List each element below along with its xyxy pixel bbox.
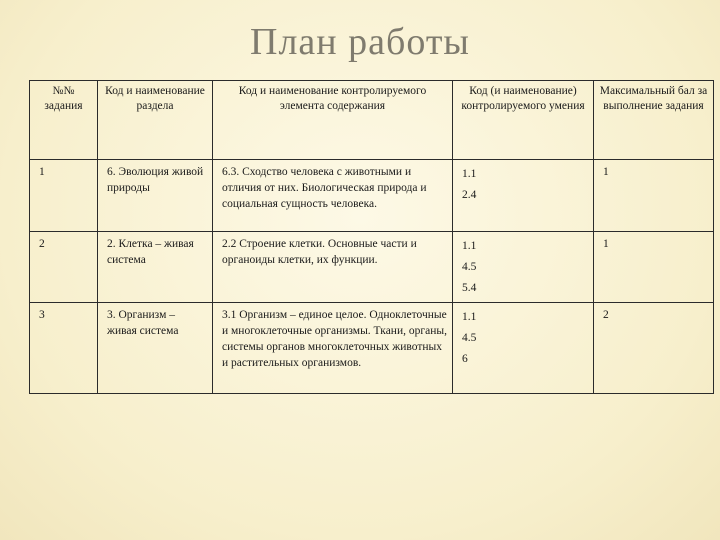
skill-code: 1.1 (462, 311, 477, 323)
skill-code: 6 (462, 353, 468, 365)
work-plan-table (29, 80, 714, 394)
header-section: Код и наименование раздела (98, 81, 213, 160)
content-element-cell: 3.1 Организм – единое целое. Одноклеточные и многоклеточные организмы. Ткани, органы, системы органов многоклеточных животных и растительных организмов. (213, 303, 453, 394)
page-title: План работы (250, 21, 470, 63)
skill-code: 1.1 (462, 240, 477, 252)
content-element-cell: 6.3. Сходство человека с животными и отличия от них. Биологическая природа и социальная сущность человека. (213, 160, 453, 232)
header-content-element: Код и наименование контролируемого элемента содержания (213, 81, 453, 160)
max-score-cell: 1 (594, 232, 714, 303)
skill-codes-cell (453, 160, 594, 232)
skill-code: 1.1 (462, 168, 477, 180)
header-max-score: Максимальный бал за выполнение задания (594, 81, 714, 160)
table-row (30, 232, 714, 303)
task-number: 1 (30, 160, 98, 232)
task-number: 2 (30, 232, 98, 303)
header-skill: Код (и наименование) контролируемого умения (453, 81, 594, 160)
section-cell: 6. Эволюция живой природы (98, 160, 213, 232)
max-score-cell: 2 (594, 303, 714, 394)
section-cell: 3. Организм – живая система (98, 303, 213, 394)
section-cell: 2. Клетка – живая система (98, 232, 213, 303)
table-row (30, 160, 714, 232)
content-element-cell: 2.2 Строение клетки. Основные части и органоиды клетки, их функции. (213, 232, 453, 303)
skill-code: 4.5 (462, 261, 477, 273)
skill-code: 2.4 (462, 189, 477, 201)
max-score-cell: 1 (594, 160, 714, 232)
table-header-row (30, 81, 714, 160)
skill-code: 5.4 (462, 282, 477, 294)
header-task-number: №№ задания (30, 81, 98, 160)
skill-codes-cell (453, 232, 594, 303)
task-number: 3 (30, 303, 98, 394)
table-row (30, 303, 714, 394)
skill-code: 4.5 (462, 332, 477, 344)
skill-codes-cell (453, 303, 594, 394)
